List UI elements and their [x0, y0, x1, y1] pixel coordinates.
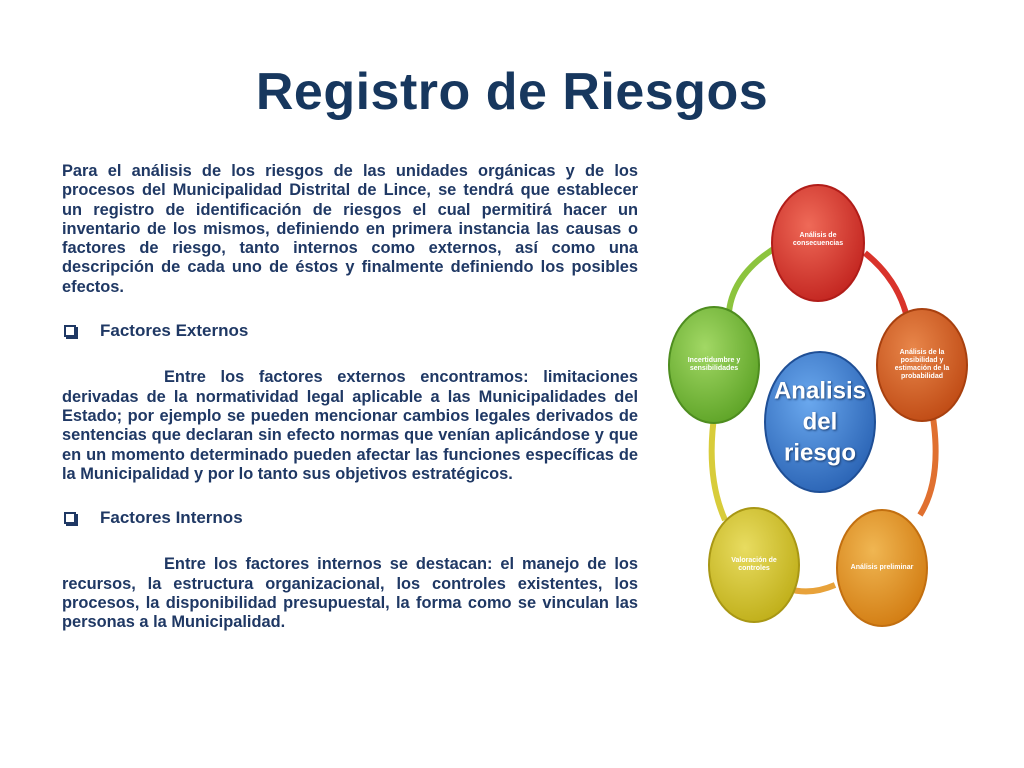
bullet-heading: Factores Externos: [100, 321, 249, 341]
bullet-factores-externos: [62, 321, 638, 340]
externos-paragraph: Entre los factores externos encontramos: limitaciones derivadas de la normatividad legal aplicable a las Municipalidades del Estado; por ejemplo se pueden mencionar cambios legales derivados de sentencias que declaran sin efecto normas que venían aplicándose y que en un momento determinado pueden afectar las funciones específicas de la Municipalidad y por lo tanto sus objetivos estratégicos.: [62, 368, 638, 483]
bullet-heading: Factores Internos: [100, 508, 243, 528]
intro-paragraph: Para el análisis de los riesgos de las unidades orgánicas y de los procesos del Municipalidad Distrital de Lince, se tendrá que establecer un registro de identificación de riesgos el cual permitirá hacer un inventario de los mismos, definiendo en primera instancia las causas o factores de riesgo, tanto internos como externos, así como una descripción de cada uno de éstos y finalmente definiendo los posibles efectos.: [62, 162, 638, 296]
internos-paragraph: Entre los factores internos se destacan: el manejo de los recursos, la estructura organizacional, los controles existentes, los procesos, la disponibilidad presupuestal, la forma como se vinculan las personas a la Municipalidad.: [62, 555, 638, 632]
center-label: Analisis del riesgo: [773, 377, 867, 467]
slide-title: Registro de Riesgos: [255, 63, 769, 121]
node-label-consecuencias: Análisis de consecuencias: [792, 232, 844, 247]
text-column: [62, 162, 638, 633]
node-label-valoracion: Valoración de controles: [731, 557, 777, 572]
risk-cycle-diagram: [660, 175, 980, 635]
node-label-preliminar: Análisis preliminar: [850, 564, 914, 571]
ring-segment: [712, 410, 725, 520]
node-label-posibilidad: Análisis de la posibilidad y estimación de la probabilidad: [894, 349, 950, 380]
checkbox-bullet-icon: [64, 512, 76, 524]
node-label-incertidumbre: Incertidumbre y sensibilidades: [687, 357, 741, 372]
checkbox-bullet-icon: [64, 325, 76, 337]
bullet-factores-internos: [62, 508, 638, 527]
